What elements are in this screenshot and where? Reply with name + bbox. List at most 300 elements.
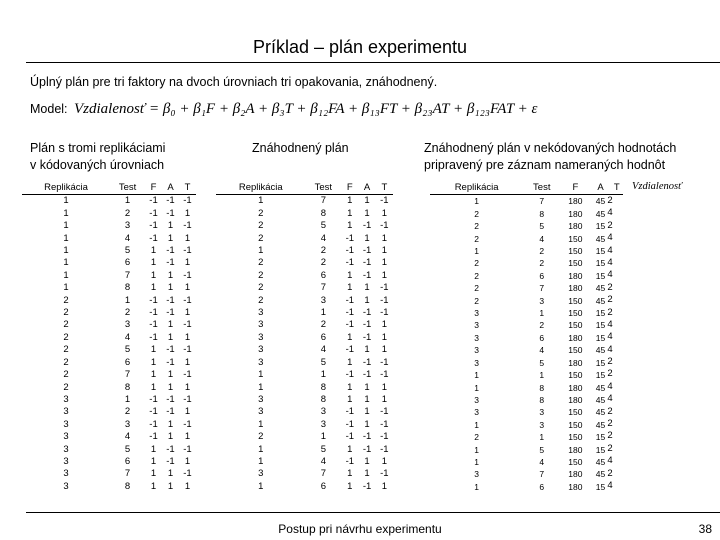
table-cell: -1 <box>345 319 355 331</box>
table-cell: 4 <box>320 455 326 467</box>
uncoded-plan-caption-line2: pripravený pre záznam nameraných hodnôt <box>424 158 666 172</box>
table-cell: -1 <box>362 369 372 381</box>
table-row <box>430 208 623 220</box>
table-cell: 8 <box>124 381 131 393</box>
table-cell: 1 <box>381 455 387 467</box>
table-row <box>216 369 393 381</box>
table-cell: 1 <box>124 393 131 405</box>
table-cell: -1 <box>183 195 192 207</box>
table-cell: -1 <box>149 331 158 343</box>
table-cell: -1 <box>362 269 372 281</box>
coded-plan-col-header: T <box>179 182 196 195</box>
table-cell: 1 <box>258 381 264 393</box>
table-cell: 15 <box>595 481 606 492</box>
table-row <box>216 257 393 269</box>
table-row <box>216 419 393 431</box>
table-cell: -1 <box>345 294 355 306</box>
table-row <box>430 344 623 356</box>
table-cell: -1 <box>380 195 389 207</box>
table-cell: 2 <box>320 245 326 257</box>
table-cell: 2 <box>124 406 131 418</box>
table-cell: 45 <box>595 456 606 467</box>
table-cell: -1 <box>149 431 158 443</box>
table-cell: 1 <box>347 269 353 281</box>
uncoded-t-value: 2 <box>607 306 613 318</box>
table-cell: -1 <box>166 245 175 257</box>
table-row <box>430 357 623 369</box>
table-row <box>430 394 623 406</box>
uncoded-t-value: 4 <box>607 207 613 219</box>
table-cell: 1 <box>124 195 131 207</box>
model-line <box>30 101 537 118</box>
response-column-t-values <box>598 195 622 492</box>
table-row <box>22 257 196 269</box>
table-cell: 2 <box>539 246 545 257</box>
table-cell: 1 <box>381 480 387 492</box>
table-row <box>22 307 196 319</box>
table-cell: -1 <box>183 468 192 480</box>
table-cell: 4 <box>124 331 131 343</box>
table-cell: 1 <box>63 282 69 294</box>
table-cell: 45 <box>595 196 606 207</box>
table-cell: 1 <box>258 443 264 455</box>
table-row <box>22 357 196 369</box>
table-cell: 6 <box>124 356 131 368</box>
table-cell: 1 <box>381 331 387 343</box>
uncoded-t-value: 4 <box>607 343 613 355</box>
coded-plan-caption <box>30 140 165 174</box>
table-cell: 15 <box>595 270 606 281</box>
table-cell: 3 <box>474 320 479 331</box>
table-cell: -1 <box>149 195 158 207</box>
table-cell: 15 <box>595 308 606 319</box>
uncoded-t-value: 2 <box>607 442 613 454</box>
table-cell: 3 <box>539 419 545 430</box>
table-cell: 180 <box>568 357 583 368</box>
table-cell: 7 <box>320 282 326 294</box>
table-cell: 1 <box>167 331 174 343</box>
table-cell: 6 <box>539 481 545 492</box>
uncoded-t-value: 4 <box>607 455 613 467</box>
table-row <box>216 195 393 208</box>
table-cell: 1 <box>381 232 387 244</box>
table-cell: -1 <box>149 220 158 232</box>
table-row <box>216 245 393 257</box>
table-cell: 2 <box>63 307 69 319</box>
table-cell: 1 <box>63 220 69 232</box>
table-cell: 3 <box>258 406 264 418</box>
table-cell: 1 <box>347 480 353 492</box>
table-cell: 45 <box>595 208 606 219</box>
table-cell: 45 <box>595 283 606 294</box>
table-cell: 1 <box>347 282 353 294</box>
coded-plan-col-header: A <box>162 182 179 195</box>
table-cell: 1 <box>184 480 191 492</box>
table-cell: 6 <box>320 269 326 281</box>
table-cell: 1 <box>124 294 131 306</box>
table-cell: 2 <box>258 294 264 306</box>
table-cell: -1 <box>183 294 192 306</box>
table-cell: 8 <box>124 282 131 294</box>
table-cell: -1 <box>149 393 158 405</box>
table-cell: 2 <box>474 258 479 269</box>
table-cell: 2 <box>474 208 479 219</box>
table-cell: 1 <box>364 294 370 306</box>
uncoded-t-value: 4 <box>607 244 613 256</box>
table-cell: 1 <box>381 257 387 269</box>
table-cell: 180 <box>568 196 583 207</box>
table-row <box>216 394 393 406</box>
table-row <box>22 406 196 418</box>
random-plan-col-header: Test <box>306 182 342 195</box>
table-row <box>216 307 393 319</box>
table-cell: -1 <box>183 344 192 356</box>
table-cell: 1 <box>184 257 191 269</box>
table-cell: 150 <box>568 456 583 467</box>
table-cell: 2 <box>63 331 69 343</box>
table-row <box>430 307 623 319</box>
table-cell: 2 <box>63 319 69 331</box>
table-cell: -1 <box>166 257 175 269</box>
table-cell: 4 <box>539 456 545 467</box>
top-divider <box>26 62 720 63</box>
random-plan-table <box>216 182 393 493</box>
table-cell: -1 <box>345 369 355 381</box>
table-cell: 3 <box>474 394 479 405</box>
table-cell: 8 <box>320 393 326 405</box>
table-row <box>430 332 623 344</box>
table-cell: 3 <box>258 307 264 319</box>
table-cell: 15 <box>595 221 606 232</box>
table-cell: 1 <box>364 455 370 467</box>
table-cell: 180 <box>568 221 583 232</box>
table-row <box>22 382 196 394</box>
table-cell: 1 <box>258 455 264 467</box>
table-cell: -1 <box>380 282 389 294</box>
table-cell: -1 <box>380 431 389 443</box>
table-cell: 1 <box>150 257 157 269</box>
table-cell: 5 <box>539 221 545 232</box>
table-cell: 3 <box>258 356 264 368</box>
random-plan-col-header: F <box>341 182 358 195</box>
table-cell: 8 <box>539 394 545 405</box>
table-cell: 1 <box>347 468 353 480</box>
uncoded-t-value: 2 <box>607 368 613 380</box>
table-cell: 15 <box>595 246 606 257</box>
uncoded-plan-header <box>430 182 623 195</box>
table-cell: 1 <box>184 331 191 343</box>
table-cell: 1 <box>167 282 174 294</box>
table-cell: 1 <box>364 393 370 405</box>
table-cell: 6 <box>124 257 131 269</box>
table-cell: 4 <box>124 431 131 443</box>
table-cell: -1 <box>149 232 158 244</box>
table-row <box>430 295 623 307</box>
table-cell: 2 <box>258 207 264 219</box>
table-row <box>430 319 623 331</box>
table-cell: -1 <box>149 294 158 306</box>
table-cell: 1 <box>63 232 69 244</box>
table-cell: 6 <box>320 480 326 492</box>
table-row <box>216 481 393 493</box>
table-cell: 6 <box>124 455 131 467</box>
uncoded-t-value: 2 <box>607 430 613 442</box>
table-cell: 5 <box>124 344 131 356</box>
uncoded-plan-table <box>430 182 623 493</box>
table-cell: 1 <box>184 282 191 294</box>
table-cell: -1 <box>362 431 372 443</box>
table-cell: 8 <box>124 480 131 492</box>
table-cell: 5 <box>539 444 545 455</box>
coded-plan-body <box>22 195 196 493</box>
table-cell: 45 <box>595 295 606 306</box>
uncoded-plan-col-header: T <box>611 182 623 195</box>
table-row <box>430 220 623 232</box>
table-cell: 45 <box>595 233 606 244</box>
table-row <box>22 344 196 356</box>
table-row <box>22 332 196 344</box>
table-cell: 1 <box>381 381 387 393</box>
table-row <box>216 456 393 468</box>
table-cell: 1 <box>364 344 370 356</box>
table-cell: -1 <box>362 443 372 455</box>
table-cell: 180 <box>568 382 583 393</box>
table-row <box>430 282 623 294</box>
table-cell: 3 <box>124 220 131 232</box>
table-cell: 1 <box>539 308 545 319</box>
table-cell: 3 <box>258 468 264 480</box>
table-cell: 1 <box>167 220 174 232</box>
table-cell: 180 <box>568 444 583 455</box>
table-cell: 1 <box>63 207 69 219</box>
table-cell: 7 <box>124 369 131 381</box>
table-cell: 3 <box>63 468 69 480</box>
table-cell: 3 <box>63 455 69 467</box>
table-row <box>216 332 393 344</box>
uncoded-t-value: 4 <box>607 232 613 244</box>
table-row <box>216 220 393 232</box>
table-cell: 1 <box>364 418 370 430</box>
table-cell: -1 <box>166 294 175 306</box>
coded-plan-col-header: F <box>145 182 162 195</box>
table-cell: 1 <box>258 369 264 381</box>
table-cell: 5 <box>539 357 545 368</box>
table-cell: 2 <box>63 344 69 356</box>
table-cell: 1 <box>381 319 387 331</box>
table-cell: 180 <box>568 481 583 492</box>
table-cell: 7 <box>320 468 326 480</box>
table-cell: 5 <box>320 220 326 232</box>
table-cell: -1 <box>166 356 175 368</box>
table-cell: 1 <box>347 195 353 207</box>
table-cell: 2 <box>474 221 479 232</box>
uncoded-t-value: 2 <box>607 467 613 479</box>
table-cell: 2 <box>124 307 131 319</box>
table-cell: 3 <box>474 469 479 480</box>
table-cell: 8 <box>539 382 545 393</box>
table-cell: 45 <box>595 419 606 430</box>
uncoded-t-value: 4 <box>607 331 613 343</box>
table-cell: -1 <box>345 344 355 356</box>
table-cell: 1 <box>347 331 353 343</box>
uncoded-t-value: 2 <box>607 219 613 231</box>
uncoded-plan-caption-line1: Znáhodnený plán v nekódovaných hodnotách <box>424 141 677 155</box>
table-cell: 1 <box>150 369 157 381</box>
table-cell: 1 <box>320 431 326 443</box>
table-cell: 2 <box>63 356 69 368</box>
table-cell: 15 <box>595 357 606 368</box>
table-cell: 2 <box>63 369 69 381</box>
table-cell: 1 <box>539 370 545 381</box>
uncoded-t-value: 4 <box>607 256 613 268</box>
table-row <box>22 245 196 257</box>
table-row <box>430 233 623 245</box>
table-row <box>216 319 393 331</box>
table-cell: -1 <box>362 331 372 343</box>
table-cell: -1 <box>166 455 175 467</box>
table-cell: 2 <box>63 381 69 393</box>
table-cell: 3 <box>63 431 69 443</box>
table-cell: 1 <box>320 369 326 381</box>
coded-plan-table <box>22 182 196 493</box>
intro-text: Úplný plán pre tri faktory na dvoch úrovniach tri opakovania, znáhodnený. <box>30 75 438 89</box>
table-cell: 1 <box>150 282 157 294</box>
table-cell: -1 <box>362 480 372 492</box>
table-cell: 1 <box>364 282 370 294</box>
table-cell: 1 <box>474 456 479 467</box>
table-cell: 45 <box>595 407 606 418</box>
table-cell: 1 <box>347 393 353 405</box>
table-cell: 1 <box>347 220 353 232</box>
table-cell: 2 <box>474 233 479 244</box>
table-cell: 1 <box>539 432 545 443</box>
table-row <box>216 431 393 443</box>
table-row <box>22 220 196 232</box>
table-row <box>22 456 196 468</box>
table-cell: 1 <box>167 418 174 430</box>
table-cell: 1 <box>184 307 191 319</box>
table-cell: -1 <box>149 418 158 430</box>
table-cell: -1 <box>166 207 175 219</box>
table-cell: 1 <box>150 468 157 480</box>
table-cell: 3 <box>474 357 479 368</box>
table-cell: 1 <box>258 418 264 430</box>
table-cell: -1 <box>362 356 372 368</box>
table-cell: 1 <box>474 382 479 393</box>
table-cell: -1 <box>183 319 192 331</box>
table-cell: 3 <box>474 308 479 319</box>
table-cell: 180 <box>568 469 583 480</box>
table-cell: 1 <box>184 232 191 244</box>
table-cell: 3 <box>63 480 69 492</box>
table-cell: 1 <box>167 431 174 443</box>
random-plan-col-header: T <box>376 182 393 195</box>
table-cell: 15 <box>595 320 606 331</box>
table-cell: 6 <box>539 270 545 281</box>
table-row <box>22 444 196 456</box>
table-cell: 45 <box>595 469 606 480</box>
table-cell: 3 <box>258 393 264 405</box>
uncoded-plan-col-header: F <box>560 182 590 195</box>
table-cell: 1 <box>167 232 174 244</box>
table-cell: 5 <box>124 443 131 455</box>
table-cell: 150 <box>568 233 583 244</box>
response-column-header: Vzdialenosť <box>632 181 682 192</box>
table-cell: 4 <box>320 232 326 244</box>
table-cell: 180 <box>568 394 583 405</box>
table-cell: 1 <box>347 356 353 368</box>
table-cell: 3 <box>63 406 69 418</box>
table-cell: 45 <box>595 345 606 356</box>
table-cell: -1 <box>345 418 355 430</box>
uncoded-plan-col-header: Test <box>523 182 560 195</box>
table-row <box>22 468 196 480</box>
table-cell: -1 <box>183 393 192 405</box>
table-cell: 1 <box>347 207 353 219</box>
table-row <box>216 468 393 480</box>
table-cell: -1 <box>183 369 192 381</box>
table-cell: 1 <box>381 393 387 405</box>
table-cell: 1 <box>474 370 479 381</box>
table-cell: -1 <box>166 307 175 319</box>
table-cell: 3 <box>539 295 545 306</box>
table-cell: 150 <box>568 432 583 443</box>
table-cell: 6 <box>320 331 326 343</box>
table-cell: 45 <box>595 394 606 405</box>
table-cell: -1 <box>345 406 355 418</box>
table-cell: -1 <box>362 307 372 319</box>
table-cell: 2 <box>474 432 479 443</box>
model-formula: Vzdialenosť = β₀ + β₁F + β₂A + β₃T + β₁₂FA + β₁₃FT + β₂₃AT + β₁₂₃FAT + ε <box>74 101 538 117</box>
table-cell: 1 <box>167 381 174 393</box>
uncoded-plan-col-header: Replikácia <box>430 182 523 195</box>
table-cell: 4 <box>124 232 131 244</box>
uncoded-t-value: 4 <box>607 393 613 405</box>
table-cell: 1 <box>184 431 191 443</box>
table-cell: -1 <box>362 257 372 269</box>
table-cell: -1 <box>345 431 355 443</box>
table-cell: 3 <box>320 406 326 418</box>
table-row <box>22 419 196 431</box>
bottom-divider <box>26 512 720 513</box>
table-cell: 7 <box>124 269 131 281</box>
table-row <box>216 233 393 245</box>
table-cell: 45 <box>595 382 606 393</box>
table-cell: 1 <box>364 207 370 219</box>
table-cell: -1 <box>380 443 389 455</box>
table-cell: 1 <box>150 381 157 393</box>
table-row <box>430 257 623 269</box>
table-row <box>22 431 196 443</box>
table-cell: 1 <box>150 344 157 356</box>
table-cell: 3 <box>258 344 264 356</box>
table-cell: 1 <box>150 269 157 281</box>
table-cell: -1 <box>380 418 389 430</box>
table-cell: 3 <box>474 332 479 343</box>
table-cell: -1 <box>183 245 192 257</box>
table-cell: -1 <box>183 220 192 232</box>
table-cell: 1 <box>474 481 479 492</box>
table-cell: -1 <box>183 418 192 430</box>
page-number: 38 <box>698 522 712 536</box>
table-cell: 1 <box>150 455 157 467</box>
table-cell: 1 <box>184 381 191 393</box>
table-cell: 2 <box>539 320 545 331</box>
table-cell: 1 <box>258 195 264 207</box>
table-cell: -1 <box>362 220 372 232</box>
random-plan-caption: Znáhodnený plán <box>252 141 349 155</box>
table-cell: -1 <box>166 344 175 356</box>
